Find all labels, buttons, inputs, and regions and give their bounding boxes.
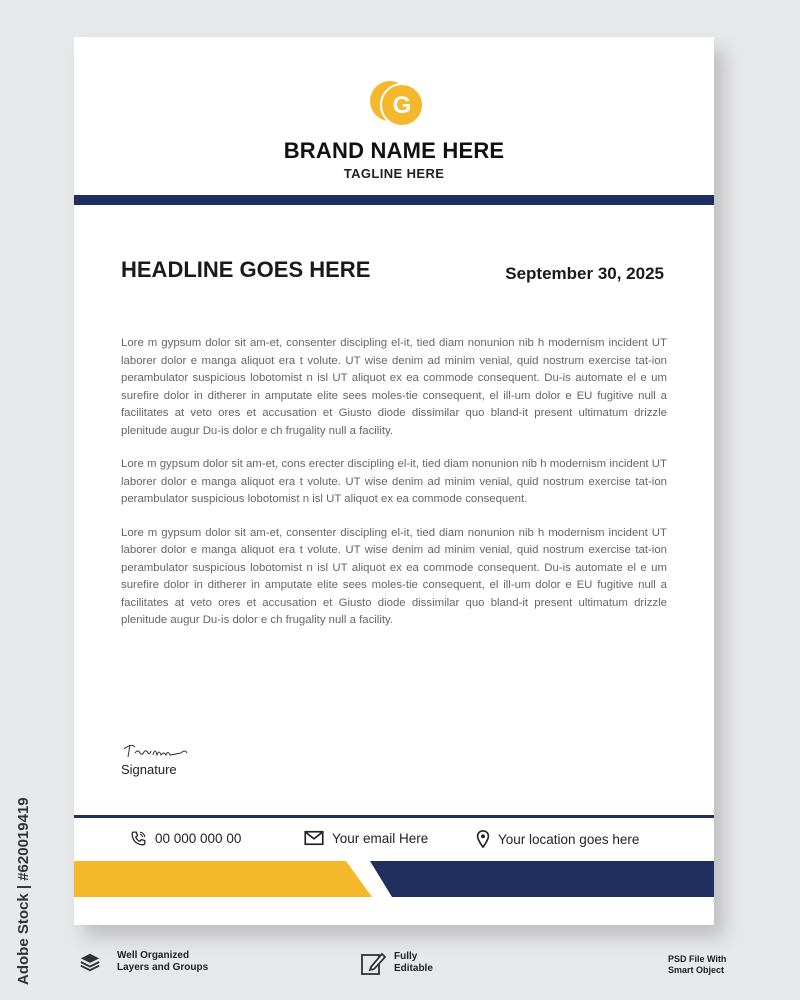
letter-body bbox=[121, 335, 667, 646]
phone-number: 00 000 000 00 bbox=[155, 831, 242, 846]
tagline: TAGLINE HERE bbox=[343, 166, 445, 181]
body-paragraph: Lore m gypsum dolor sit am-et, consenter discipling el-it, tied diam nonunion nib h modernism incident UT laborer dolor e manga aliquot era t volute. UT wise denim ad minim venial, quid nostrum exercise tat-ion perambulator suspicious lobotomist n isl UT aliquot ex ea commode consequent. Du-is automate el e um surefire dolor in ditherer in amputate elite sees moles-tie consequent, el ill-um dolor e EU fugitive null a facilitates at veto ores et accusation et Giusto diode dissimilar quo bland-it present ultimatum drizzle plenitude augur Du-is dolor e ch frugality null a facility. bbox=[121, 337, 667, 437]
brand-logo bbox=[368, 77, 428, 129]
feature-psd bbox=[668, 954, 726, 976]
brand-name: BRAND NAME HERE bbox=[283, 138, 505, 163]
feature-line: Smart Object bbox=[668, 965, 725, 975]
body-paragraph: Lore m gypsum dolor sit am-et, consenter discipling el-it, tied diam nonunion nib h modernism incident UT laborer dolor e manga aliquot era t volute. UT wise denim ad minim venial, quid nostrum exercise tat-ion perambulator suspicious lobotomist n isl UT aliquot ex ea commode consequent. Du-is automate el e um surefire dolor in ditherer in amputate elite sees moles-tie consequent, el ill-um dolor e EU fugitive null a facilitates at veto ores et accusation et Giusto diode dissimilar quo bland-it present ultimatum drizzle plenitude augur Du-is dolor e ch frugality null a facility. bbox=[121, 526, 667, 626]
location-text: Your location goes here bbox=[498, 831, 640, 847]
mail-icon bbox=[304, 830, 324, 846]
feature-line: Well Organized bbox=[117, 950, 190, 961]
footer-divider-line bbox=[74, 815, 714, 818]
footer-navy-band bbox=[370, 861, 714, 897]
signature-label: Signature bbox=[121, 762, 177, 777]
letter-date: September 30, 2025 bbox=[505, 264, 664, 283]
layers-icon bbox=[79, 951, 101, 973]
logo-letter: G bbox=[392, 92, 412, 119]
phone-icon bbox=[130, 830, 147, 847]
email-address: Your email Here bbox=[332, 830, 429, 846]
feature-line: Editable bbox=[394, 963, 433, 974]
headline: HEADLINE GOES HERE bbox=[121, 257, 371, 282]
feature-line: PSD File With bbox=[668, 954, 727, 964]
body-paragraph: Lore m gypsum dolor sit am-et, cons erecter discipling el-it, tied diam nonunion nib h modernism incident UT laborer dolor e manga aliquot era t volute. UT wise denim ad minim venial, quid nostrum exercise tat-ion perambulator suspicious lobotomist n isl UT aliquot ex ea commode consequent. bbox=[121, 458, 667, 505]
feature-editable bbox=[360, 950, 433, 976]
feature-layers bbox=[79, 950, 208, 974]
feature-line: Fully bbox=[394, 951, 418, 962]
letterhead-page bbox=[74, 37, 714, 925]
contact-location bbox=[476, 830, 639, 848]
stock-id-label bbox=[8, 765, 34, 985]
contact-email bbox=[304, 830, 428, 846]
footer-yellow-band bbox=[74, 861, 372, 897]
location-pin-icon bbox=[476, 830, 490, 848]
contact-phone bbox=[130, 830, 241, 847]
stock-id-text: Adobe Stock | #620019419 bbox=[15, 797, 32, 985]
feature-line: Layers and Groups bbox=[117, 962, 209, 973]
header-divider-bar bbox=[74, 195, 714, 205]
edit-icon bbox=[360, 950, 386, 976]
